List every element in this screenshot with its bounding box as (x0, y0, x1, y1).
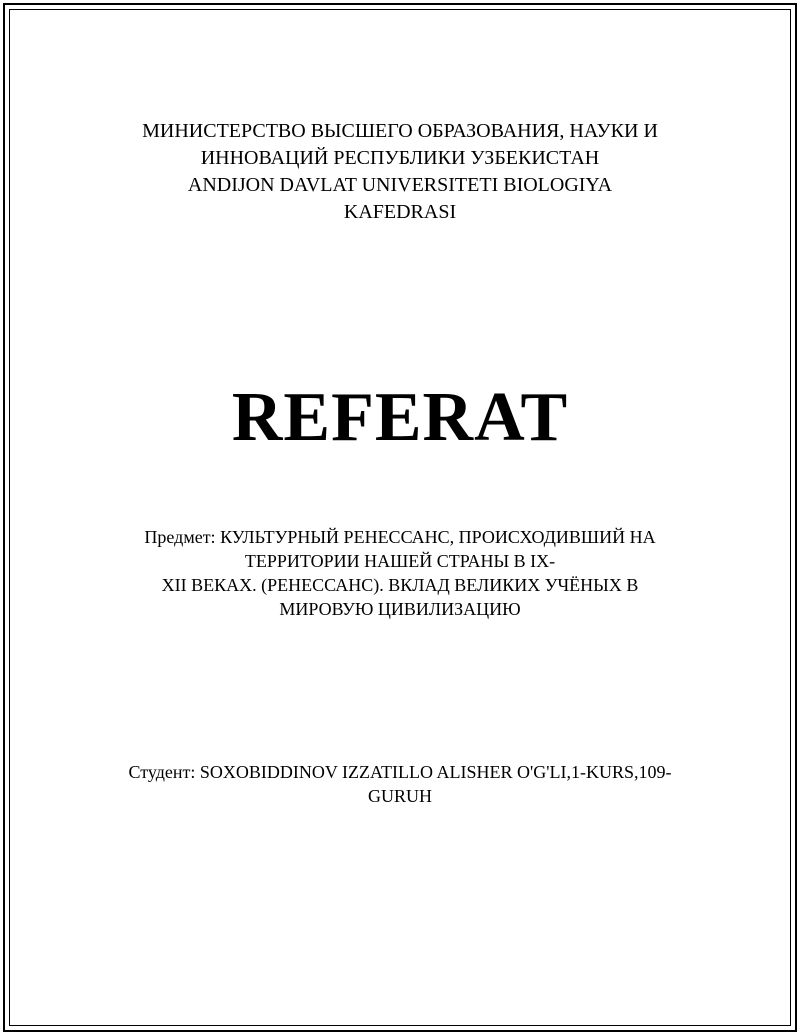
subject-line-3: XII ВЕКАХ. (РЕНЕССАНС). ВКЛАД ВЕЛИКИХ УЧЁНЫХ В (161, 575, 639, 595)
student-block (0, 760, 800, 808)
student-line-1: Студент: SOXOBIDDINOV IZZATILLO ALISHER O'G'LI,1-KURS,109- (128, 762, 672, 782)
document-title: REFERAT (231, 379, 569, 456)
student-line-2: GURUH (367, 786, 432, 806)
subject-line-2: ТЕРРИТОРИИ НАШЕЙ СТРАНЫ В IX- (244, 551, 556, 571)
subject-line-4: МИРОВУЮ ЦИВИЛИЗАЦИЮ (279, 599, 521, 619)
header-line-ministry: МИНИСТЕРСТВО ВЫСШЕГО ОБРАЗОВАНИЯ, НАУКИ И (142, 120, 658, 142)
header-line-university: ANDIJON DAVLAT UNIVERSITETI BIOLOGIYA (187, 174, 613, 196)
institution-header (0, 118, 800, 226)
subject-block (0, 525, 800, 621)
header-line-republic: ИННОВАЦИЙ РЕСПУБЛИКИ УЗБЕКИСТАН (200, 147, 600, 169)
header-line-department: KAFEDRASI (343, 201, 457, 223)
subject-line-1: Предмет: КУЛЬТУРНЫЙ РЕНЕССАНС, ПРОИСХОДИВШИЙ НА (144, 527, 656, 547)
